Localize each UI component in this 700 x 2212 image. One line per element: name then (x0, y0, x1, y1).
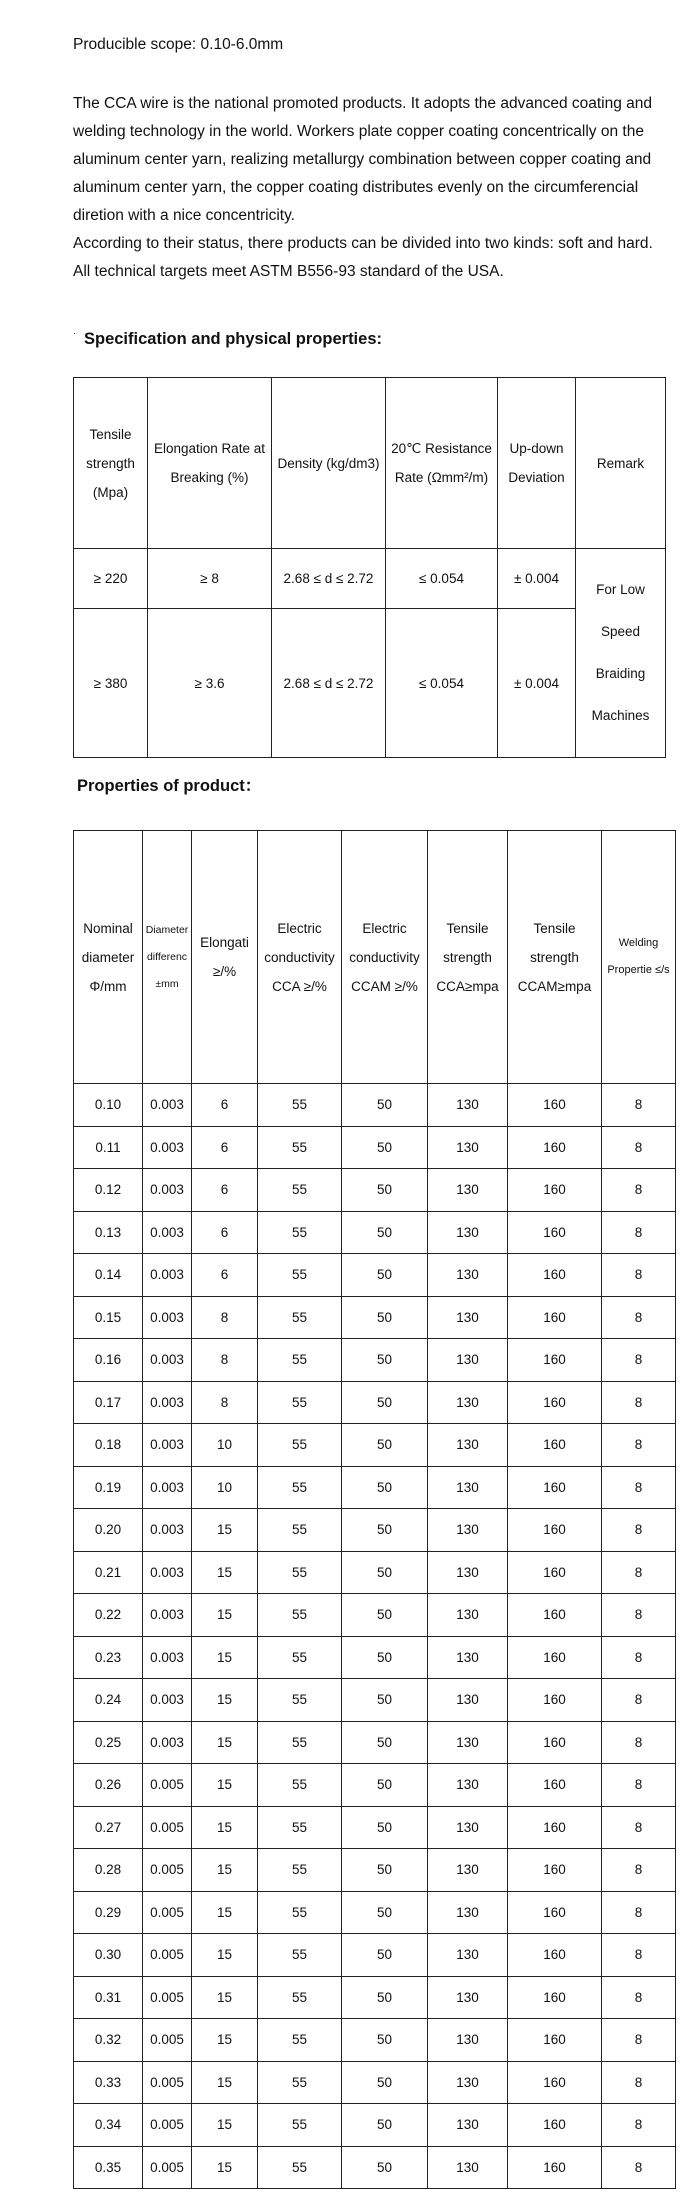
cell-diameter: 0.16 (74, 1339, 143, 1382)
spec-header-deviation: Up-down Deviation (498, 378, 576, 549)
spec-cell: ≥ 220 (74, 549, 148, 609)
cell-welding: 8 (602, 2061, 676, 2104)
producible-scope: Producible scope: 0.10-6.0mm (73, 36, 284, 53)
cell-welding: 8 (602, 2019, 676, 2062)
cell-conductivity-ccam: 50 (342, 2146, 428, 2189)
cell-conductivity-cca: 55 (258, 2019, 342, 2062)
cell-welding: 8 (602, 1296, 676, 1339)
table-row (74, 1551, 676, 1594)
cell-diameter: 0.21 (74, 1551, 143, 1594)
spec-header-density: Density (kg/dm3) (272, 378, 386, 549)
spec-remark-cell: For Low Speed Braiding Machines (576, 549, 666, 758)
cell-welding: 8 (602, 1084, 676, 1127)
cell-welding: 8 (602, 1891, 676, 1934)
cell-tensile-cca: 130 (428, 1934, 508, 1977)
cell-tensile-ccam: 160 (508, 1934, 602, 1977)
cell-elongation: 15 (192, 1934, 258, 1977)
cell-welding: 8 (602, 1466, 676, 1509)
cell-conductivity-ccam: 50 (342, 1254, 428, 1297)
cell-tensile-ccam: 160 (508, 1721, 602, 1764)
cell-diameter: 0.25 (74, 1721, 143, 1764)
cell-conductivity-ccam: 50 (342, 1381, 428, 1424)
cell-tensile-cca: 130 (428, 1636, 508, 1679)
cell-conductivity-cca: 55 (258, 1169, 342, 1212)
cell-conductivity-cca: 55 (258, 1721, 342, 1764)
cell-conductivity-cca: 55 (258, 1339, 342, 1382)
table-row (74, 2146, 676, 2189)
cell-welding: 8 (602, 1211, 676, 1254)
cell-tensile-cca: 130 (428, 1721, 508, 1764)
header-diameter-difference: Diameter differenc ±mm (143, 831, 192, 1084)
table-row (74, 1339, 676, 1382)
cell-conductivity-ccam: 50 (342, 2061, 428, 2104)
cell-conductivity-cca: 55 (258, 1849, 342, 1892)
table-row (74, 1934, 676, 1977)
cell-conductivity-cca: 55 (258, 1424, 342, 1467)
cell-diameter: 0.19 (74, 1466, 143, 1509)
cell-diameter: 0.15 (74, 1296, 143, 1339)
cell-diameter: 0.17 (74, 1381, 143, 1424)
cell-conductivity-ccam: 50 (342, 1636, 428, 1679)
cell-tensile-ccam: 160 (508, 1849, 602, 1892)
table-row (74, 1296, 676, 1339)
cell-diameter-diff: 0.003 (143, 1381, 192, 1424)
cell-tensile-ccam: 160 (508, 1806, 602, 1849)
cell-conductivity-ccam: 50 (342, 1084, 428, 1127)
cell-diameter: 0.24 (74, 1679, 143, 1722)
header-welding: Welding Propertie ≤/s (602, 831, 676, 1084)
cell-tensile-ccam: 160 (508, 1466, 602, 1509)
cell-tensile-cca: 130 (428, 1254, 508, 1297)
cell-tensile-ccam: 160 (508, 1126, 602, 1169)
cell-diameter-diff: 0.005 (143, 2061, 192, 2104)
cell-conductivity-ccam: 50 (342, 1211, 428, 1254)
header-tensile-cca: Tensile strength CCA≥mpa (428, 831, 508, 1084)
cell-elongation: 10 (192, 1424, 258, 1467)
cell-elongation: 15 (192, 1806, 258, 1849)
cell-diameter-diff: 0.005 (143, 2019, 192, 2062)
spec-header-remark: Remark (576, 378, 666, 549)
table-row (74, 1211, 676, 1254)
intro-paragraph-1: The CCA wire is the national promoted products. It adopts the advanced coating and welding technology in the world. Workers plate copper coating concentrically on the aluminum center yarn, realizing metallurgy combination between copper coating and aluminum center yarn, the copper coating distributes evenly on the circumferencial diretion with a nice concentricity. (73, 95, 653, 224)
intro-text (73, 90, 673, 286)
cell-tensile-ccam: 160 (508, 1381, 602, 1424)
cell-conductivity-ccam: 50 (342, 2019, 428, 2062)
cell-elongation: 15 (192, 2019, 258, 2062)
cell-welding: 8 (602, 1509, 676, 1552)
header-tensile-ccam: Tensile strength CCAM≥mpa (508, 831, 602, 1084)
table-row (74, 1976, 676, 2019)
cell-conductivity-cca: 55 (258, 1084, 342, 1127)
spec-cell: 2.68 ≤ d ≤ 2.72 (272, 609, 386, 758)
spec-cell: ≤ 0.054 (386, 609, 498, 758)
cell-welding: 8 (602, 1551, 676, 1594)
cell-tensile-ccam: 160 (508, 1424, 602, 1467)
cell-welding: 8 (602, 1169, 676, 1212)
table-row (74, 1849, 676, 1892)
header-conductivity-ccam: Electric conductivity CCAM ≥/% (342, 831, 428, 1084)
cell-elongation: 15 (192, 1636, 258, 1679)
spec-header-tensile: Tensile strength (Mpa) (74, 378, 148, 549)
cell-tensile-ccam: 160 (508, 1551, 602, 1594)
cell-welding: 8 (602, 1679, 676, 1722)
cell-tensile-cca: 130 (428, 1169, 508, 1212)
cell-welding: 8 (602, 1594, 676, 1637)
header-conductivity-cca: Electric conductivity CCA ≥/% (258, 831, 342, 1084)
spec-cell: ≥ 8 (148, 549, 272, 609)
table-row (74, 1169, 676, 1212)
cell-tensile-cca: 130 (428, 2104, 508, 2147)
cell-conductivity-ccam: 50 (342, 1466, 428, 1509)
table-row (74, 1721, 676, 1764)
cell-tensile-ccam: 160 (508, 1636, 602, 1679)
cell-conductivity-cca: 55 (258, 1126, 342, 1169)
spec-row (74, 549, 666, 609)
cell-conductivity-ccam: 50 (342, 1551, 428, 1594)
cell-elongation: 15 (192, 1721, 258, 1764)
cell-elongation: 15 (192, 1764, 258, 1807)
cell-tensile-cca: 130 (428, 1806, 508, 1849)
cell-diameter-diff: 0.005 (143, 2146, 192, 2189)
cell-diameter: 0.29 (74, 1891, 143, 1934)
cell-conductivity-ccam: 50 (342, 1764, 428, 1807)
intro-paragraph-2: According to their status, there products can be divided into two kinds: soft and hard. All technical targets meet ASTM B556-93 standard of the USA. (73, 235, 653, 280)
cell-tensile-ccam: 160 (508, 1976, 602, 2019)
cell-tensile-ccam: 160 (508, 1594, 602, 1637)
cell-tensile-cca: 130 (428, 1084, 508, 1127)
cell-elongation: 15 (192, 1551, 258, 1594)
cell-elongation: 6 (192, 1254, 258, 1297)
cell-conductivity-ccam: 50 (342, 1296, 428, 1339)
cell-elongation: 15 (192, 1509, 258, 1552)
table-row (74, 1254, 676, 1297)
cell-tensile-cca: 130 (428, 1849, 508, 1892)
spec-cell: ± 0.004 (498, 549, 576, 609)
table-row (74, 1381, 676, 1424)
cell-conductivity-ccam: 50 (342, 1126, 428, 1169)
cell-welding: 8 (602, 1254, 676, 1297)
cell-tensile-cca: 130 (428, 1466, 508, 1509)
cell-elongation: 15 (192, 1891, 258, 1934)
spec-cell: ≤ 0.054 (386, 549, 498, 609)
cell-welding: 8 (602, 1764, 676, 1807)
cell-elongation: 8 (192, 1296, 258, 1339)
cell-diameter-diff: 0.005 (143, 2104, 192, 2147)
cell-tensile-ccam: 160 (508, 1891, 602, 1934)
cell-tensile-ccam: 160 (508, 1679, 602, 1722)
spec-cell: ≥ 380 (74, 609, 148, 758)
cell-tensile-cca: 130 (428, 1381, 508, 1424)
properties-heading: Properties of product： (77, 777, 262, 795)
cell-tensile-cca: 130 (428, 1891, 508, 1934)
cell-conductivity-ccam: 50 (342, 1721, 428, 1764)
cell-diameter-diff: 0.003 (143, 1126, 192, 1169)
cell-diameter: 0.11 (74, 1126, 143, 1169)
table-row (74, 2104, 676, 2147)
cell-diameter-diff: 0.003 (143, 1254, 192, 1297)
cell-diameter-diff: 0.003 (143, 1211, 192, 1254)
table-row (74, 2019, 676, 2062)
table-row (74, 1084, 676, 1127)
cell-welding: 8 (602, 1636, 676, 1679)
cell-elongation: 15 (192, 1976, 258, 2019)
cell-diameter-diff: 0.005 (143, 1891, 192, 1934)
cell-conductivity-cca: 55 (258, 1296, 342, 1339)
table-row (74, 1424, 676, 1467)
cell-diameter: 0.10 (74, 1084, 143, 1127)
cell-welding: 8 (602, 2146, 676, 2189)
cell-diameter: 0.22 (74, 1594, 143, 1637)
cell-diameter: 0.12 (74, 1169, 143, 1212)
cell-conductivity-cca: 55 (258, 2104, 342, 2147)
cell-conductivity-ccam: 50 (342, 1891, 428, 1934)
cell-tensile-ccam: 160 (508, 1764, 602, 1807)
table-row (74, 1636, 676, 1679)
cell-tensile-ccam: 160 (508, 1296, 602, 1339)
cell-conductivity-cca: 55 (258, 2061, 342, 2104)
cell-diameter: 0.26 (74, 1764, 143, 1807)
cell-conductivity-cca: 55 (258, 1211, 342, 1254)
spec-header-elongation: Elongation Rate at Breaking (%) (148, 378, 272, 549)
table-row (74, 1891, 676, 1934)
cell-diameter: 0.28 (74, 1849, 143, 1892)
cell-conductivity-cca: 55 (258, 1381, 342, 1424)
cell-conductivity-ccam: 50 (342, 1594, 428, 1637)
cell-conductivity-ccam: 50 (342, 1509, 428, 1552)
cell-welding: 8 (602, 1934, 676, 1977)
cell-tensile-cca: 130 (428, 2146, 508, 2189)
cell-diameter-diff: 0.003 (143, 1169, 192, 1212)
cell-tensile-cca: 130 (428, 1211, 508, 1254)
spec-heading: Specification and physical properties: (84, 330, 382, 348)
cell-tensile-ccam: 160 (508, 1509, 602, 1552)
cell-diameter: 0.20 (74, 1509, 143, 1552)
cell-welding: 8 (602, 2104, 676, 2147)
cell-elongation: 6 (192, 1084, 258, 1127)
cell-conductivity-cca: 55 (258, 1891, 342, 1934)
cell-tensile-ccam: 160 (508, 2104, 602, 2147)
cell-tensile-cca: 130 (428, 1339, 508, 1382)
spec-header-resistance: 20℃ Resistance Rate (Ωmm²/m) (386, 378, 498, 549)
cell-conductivity-ccam: 50 (342, 1806, 428, 1849)
cell-diameter: 0.23 (74, 1636, 143, 1679)
cell-welding: 8 (602, 1806, 676, 1849)
cell-elongation: 15 (192, 2104, 258, 2147)
spec-cell: 2.68 ≤ d ≤ 2.72 (272, 549, 386, 609)
cell-diameter-diff: 0.005 (143, 1934, 192, 1977)
cell-elongation: 8 (192, 1339, 258, 1382)
cell-elongation: 8 (192, 1381, 258, 1424)
table-row (74, 1594, 676, 1637)
cell-welding: 8 (602, 1126, 676, 1169)
cell-diameter-diff: 0.003 (143, 1721, 192, 1764)
cell-diameter: 0.34 (74, 2104, 143, 2147)
cell-conductivity-cca: 55 (258, 1636, 342, 1679)
cell-conductivity-cca: 55 (258, 1764, 342, 1807)
table-row (74, 1466, 676, 1509)
cell-conductivity-ccam: 50 (342, 2104, 428, 2147)
cell-diameter-diff: 0.003 (143, 1636, 192, 1679)
cell-tensile-cca: 130 (428, 1679, 508, 1722)
cell-tensile-ccam: 160 (508, 1169, 602, 1212)
cell-tensile-cca: 130 (428, 1594, 508, 1637)
spec-cell: ± 0.004 (498, 609, 576, 758)
cell-diameter-diff: 0.003 (143, 1424, 192, 1467)
cell-conductivity-ccam: 50 (342, 1169, 428, 1212)
spec-cell: ≥ 3.6 (148, 609, 272, 758)
header-elongation: Elongati ≥/% (192, 831, 258, 1084)
cell-conductivity-cca: 55 (258, 2146, 342, 2189)
cell-elongation: 6 (192, 1169, 258, 1212)
cell-tensile-cca: 130 (428, 1509, 508, 1552)
table-row (74, 1679, 676, 1722)
table-row (74, 1764, 676, 1807)
cell-diameter-diff: 0.003 (143, 1296, 192, 1339)
properties-table (73, 830, 676, 2189)
cell-elongation: 6 (192, 1211, 258, 1254)
cell-elongation: 10 (192, 1466, 258, 1509)
cell-conductivity-cca: 55 (258, 1551, 342, 1594)
table-row (74, 1806, 676, 1849)
cell-diameter-diff: 0.005 (143, 1764, 192, 1807)
cell-conductivity-ccam: 50 (342, 1679, 428, 1722)
cell-elongation: 15 (192, 2146, 258, 2189)
cell-tensile-ccam: 160 (508, 2019, 602, 2062)
cell-diameter-diff: 0.003 (143, 1084, 192, 1127)
cell-tensile-cca: 130 (428, 2061, 508, 2104)
spec-header-row (74, 378, 666, 549)
cell-tensile-cca: 130 (428, 1551, 508, 1594)
cell-elongation: 15 (192, 2061, 258, 2104)
cell-diameter-diff: 0.003 (143, 1466, 192, 1509)
cell-conductivity-cca: 55 (258, 1466, 342, 1509)
spec-table (73, 377, 666, 758)
cell-welding: 8 (602, 1721, 676, 1764)
cell-diameter-diff: 0.003 (143, 1509, 192, 1552)
bullet-mark: · (73, 328, 77, 339)
cell-conductivity-ccam: 50 (342, 1976, 428, 2019)
cell-tensile-cca: 130 (428, 2019, 508, 2062)
cell-diameter: 0.18 (74, 1424, 143, 1467)
cell-conductivity-cca: 55 (258, 1594, 342, 1637)
cell-conductivity-cca: 55 (258, 1679, 342, 1722)
cell-conductivity-cca: 55 (258, 1976, 342, 2019)
cell-diameter-diff: 0.003 (143, 1551, 192, 1594)
cell-diameter: 0.35 (74, 2146, 143, 2189)
cell-diameter: 0.27 (74, 1806, 143, 1849)
properties-header-row (74, 831, 676, 1084)
cell-tensile-ccam: 160 (508, 1084, 602, 1127)
cell-tensile-ccam: 160 (508, 2061, 602, 2104)
cell-tensile-ccam: 160 (508, 1254, 602, 1297)
cell-diameter-diff: 0.003 (143, 1594, 192, 1637)
table-row (74, 2061, 676, 2104)
cell-diameter-diff: 0.003 (143, 1679, 192, 1722)
cell-elongation: 15 (192, 1594, 258, 1637)
cell-elongation: 15 (192, 1679, 258, 1722)
cell-conductivity-ccam: 50 (342, 1339, 428, 1382)
cell-diameter: 0.13 (74, 1211, 143, 1254)
cell-conductivity-cca: 55 (258, 1254, 342, 1297)
cell-tensile-cca: 130 (428, 1296, 508, 1339)
cell-elongation: 6 (192, 1126, 258, 1169)
cell-tensile-ccam: 160 (508, 2146, 602, 2189)
cell-diameter-diff: 0.005 (143, 1806, 192, 1849)
cell-tensile-cca: 130 (428, 1424, 508, 1467)
cell-tensile-cca: 130 (428, 1126, 508, 1169)
cell-conductivity-ccam: 50 (342, 1934, 428, 1977)
cell-welding: 8 (602, 1976, 676, 2019)
cell-tensile-cca: 130 (428, 1764, 508, 1807)
table-row (74, 1509, 676, 1552)
cell-diameter: 0.14 (74, 1254, 143, 1297)
cell-diameter: 0.30 (74, 1934, 143, 1977)
cell-diameter: 0.31 (74, 1976, 143, 2019)
cell-diameter-diff: 0.005 (143, 1976, 192, 2019)
cell-elongation: 15 (192, 1849, 258, 1892)
cell-welding: 8 (602, 1381, 676, 1424)
cell-diameter: 0.33 (74, 2061, 143, 2104)
cell-conductivity-ccam: 50 (342, 1849, 428, 1892)
cell-tensile-cca: 130 (428, 1976, 508, 2019)
cell-diameter-diff: 0.003 (143, 1339, 192, 1382)
table-row (74, 1126, 676, 1169)
cell-welding: 8 (602, 1424, 676, 1467)
cell-tensile-ccam: 160 (508, 1211, 602, 1254)
cell-conductivity-cca: 55 (258, 1934, 342, 1977)
cell-welding: 8 (602, 1339, 676, 1382)
cell-diameter: 0.32 (74, 2019, 143, 2062)
cell-tensile-ccam: 160 (508, 1339, 602, 1382)
header-nominal-diameter: Nominal diameter Φ/mm (74, 831, 143, 1084)
cell-welding: 8 (602, 1849, 676, 1892)
cell-conductivity-cca: 55 (258, 1806, 342, 1849)
cell-diameter-diff: 0.005 (143, 1849, 192, 1892)
cell-conductivity-ccam: 50 (342, 1424, 428, 1467)
cell-conductivity-cca: 55 (258, 1509, 342, 1552)
